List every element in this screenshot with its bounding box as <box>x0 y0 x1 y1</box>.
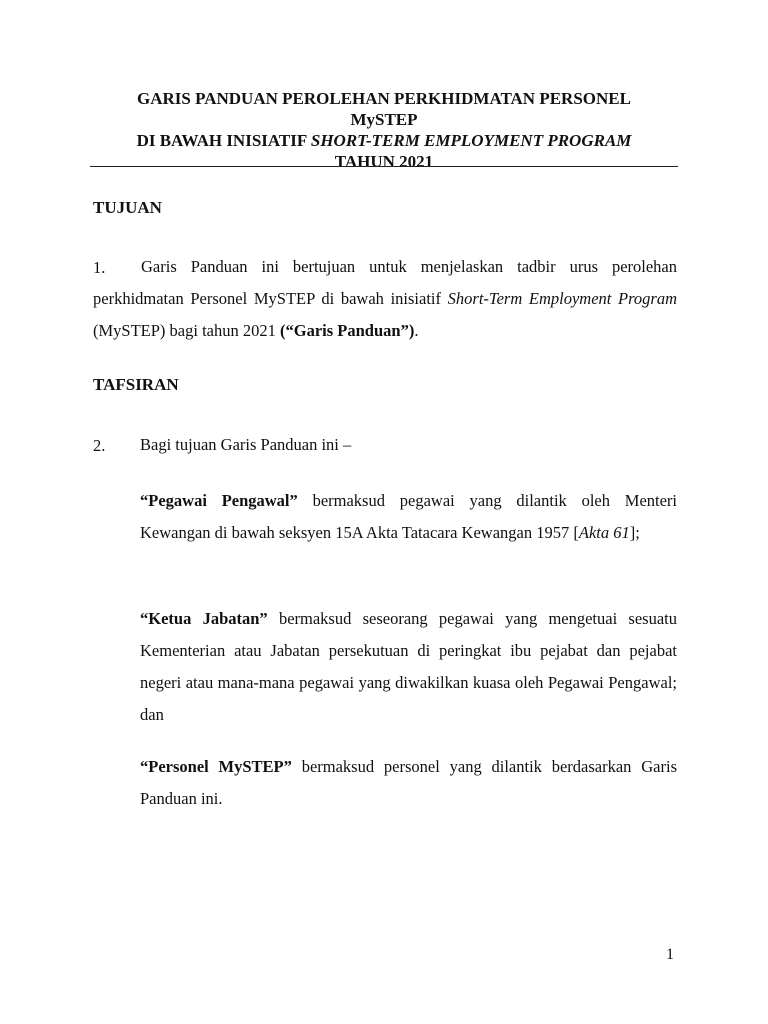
title-line-3-italic: SHORT-TERM EMPLOYMENT PROGRAM <box>310 131 632 150</box>
heading-tujuan: TUJUAN <box>93 198 162 217</box>
definition-term: “Ketua Jabatan” <box>140 609 268 628</box>
title-line-3 <box>90 130 678 151</box>
title-line-4: TAHUN 2021 <box>334 152 434 171</box>
definition-text-a: bermaksud pegawai yang dilantik oleh Menteri Kewangan di bawah seksyen 15A Akta Tatacara Kewangan 1957 [ <box>140 491 677 542</box>
paragraph-2-number: 2. <box>93 436 106 455</box>
definition-text: bermaksud seseorang pegawai yang mengetuai sesuatu Kementerian atau Jabatan persekutuan di peringkat ibu pejabat dan pejabat negeri atau mana-mana pegawai yang diwakilkan kuasa oleh Pegawai Pengawal; dan <box>140 609 677 724</box>
title-divider <box>90 166 678 167</box>
definition-italic: Akta 61 <box>578 523 630 542</box>
paragraph-2: Bagi tujuan Garis Panduan ini – <box>140 435 352 454</box>
definition-pegawai-pengawal <box>140 485 677 549</box>
title-line-3-prefix: DI BAWAH INISIATIF <box>136 131 311 150</box>
definition-term: “Personel MySTEP” <box>140 757 292 776</box>
definition-text: bermaksud personel yang dilantik berdasarkan Garis Panduan ini. <box>140 757 677 808</box>
paragraph-1 <box>93 251 677 347</box>
paragraph-1-italic: Short-Term Employment Program <box>447 289 678 308</box>
page-number: 1 <box>666 946 674 963</box>
definition-personel-mystep <box>140 751 677 815</box>
paragraph-1-text-c: . <box>414 321 419 340</box>
paragraph-1-text-b: (MySTEP) bagi tahun 2021 <box>93 321 280 340</box>
paragraph-1-number: 1. <box>93 258 106 277</box>
paragraph-1-bold: (“Garis Panduan”) <box>280 321 415 340</box>
document-title <box>90 88 678 172</box>
definition-term: “Pegawai Pengawal” <box>140 491 298 510</box>
definition-text-b: ]; <box>629 523 640 542</box>
heading-tafsiran: TAFSIRAN <box>93 375 179 394</box>
paragraph-1-text-a: Garis Panduan ini bertujuan untuk menjelaskan tadbir urus perolehan perkhidmatan Personel MySTEP di bawah inisiatif <box>93 257 677 308</box>
title-line-2: MySTEP <box>350 110 418 129</box>
title-line-1: GARIS PANDUAN PEROLEHAN PERKHIDMATAN PERSONEL <box>137 89 631 108</box>
definition-ketua-jabatan <box>140 603 677 731</box>
